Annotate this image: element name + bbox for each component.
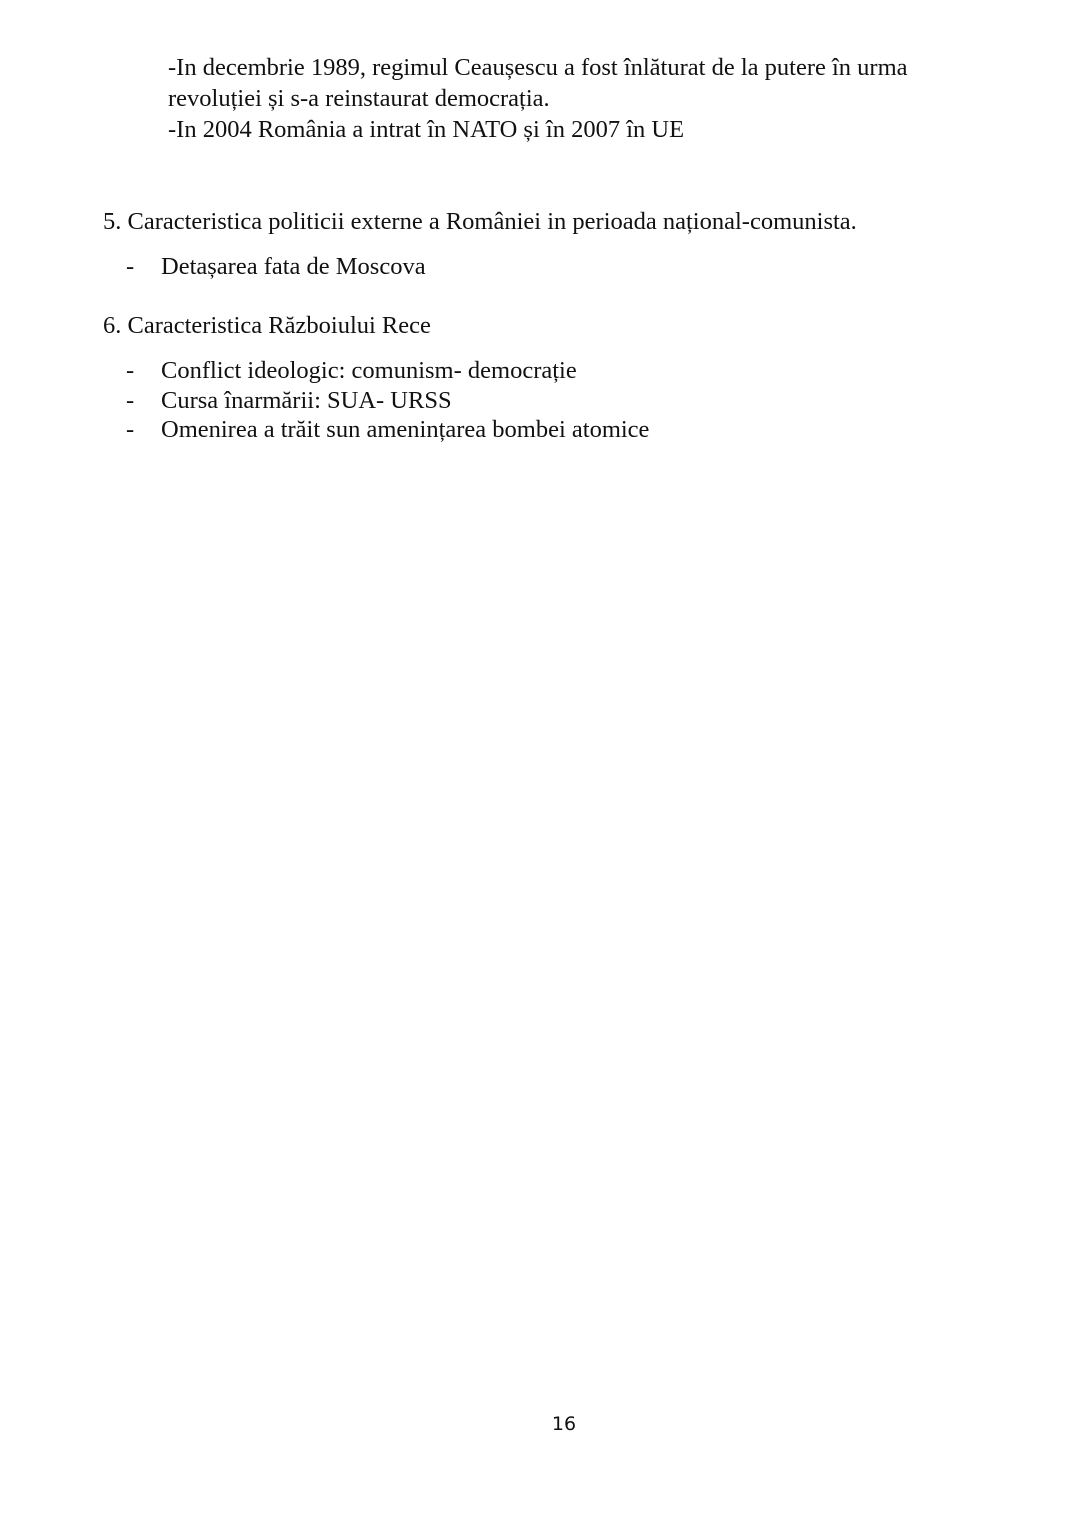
section-6-heading: 6. Caracteristica Războiului Rece (103, 312, 431, 339)
intro-paragraph (168, 52, 988, 145)
list-item (126, 415, 649, 445)
bullet-dash: - (126, 357, 135, 384)
bullet-dash: - (126, 416, 135, 443)
list-item-text: Omenirea a trăit sun amenințarea bombei atomice (161, 416, 650, 443)
section-5-heading: 5. Caracteristica politicii externe a României in perioada național-comunista. (103, 208, 857, 235)
intro-line-2: revoluției și s-a reinstaurat democrația. (168, 85, 550, 112)
bullet-dash: - (126, 253, 135, 280)
intro-line-3: -In 2004 România a intrat în NATO și în 2007 în UE (168, 116, 685, 143)
list-item (126, 356, 649, 386)
section-6-list (126, 356, 649, 445)
list-item (126, 252, 426, 282)
list-item-text: Cursa înarmării: SUA- URSS (161, 386, 452, 414)
page-number: 16 (551, 1413, 577, 1435)
section-5-list (126, 252, 426, 282)
list-item-text: Conflict ideologic: comunism- democrație (161, 357, 577, 384)
intro-line-1: -In decembrie 1989, regimul Ceaușescu a fost înlăturat de la putere în urma (168, 54, 908, 81)
bullet-dash: - (126, 386, 135, 414)
list-item-text: Detașarea fata de Moscova (161, 253, 426, 280)
list-item (126, 386, 649, 416)
